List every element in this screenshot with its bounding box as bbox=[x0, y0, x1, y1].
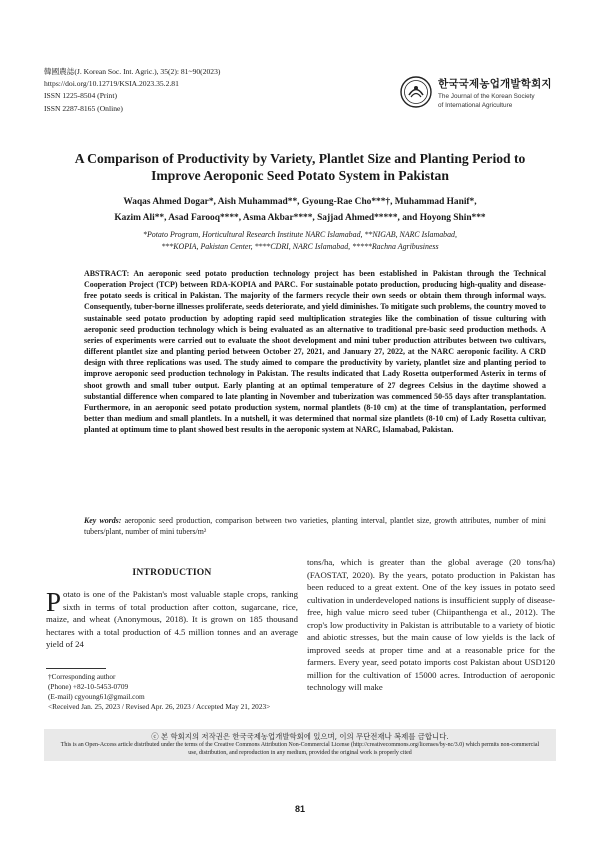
keywords-text: aeroponic seed production, comparison between two varieties, planting interval, plantlet size, growth attributes, number of mini tubers/plant, number of mini tubers/m² bbox=[84, 516, 546, 537]
copyright-korean: ⓒ 본 학회지의 저작권은 한국국제농업개발학회에 있으며, 이의 무단전재나 복제를 금합니다. bbox=[151, 732, 449, 741]
keywords bbox=[84, 515, 546, 537]
intro-paragraph-left: Potato is one of the Pakistan's most valuable staple crops, ranking sixth in terms of total production after cotton, sugarcane, rice, maize, and wheat (Anonymous, 2018). It is grown on 185 thousand hectares with a total production of 4.5 million tonnes and an average yield of 24 bbox=[46, 587, 298, 650]
submission-dates: <Received Jan. 25, 2023 / Revised Apr. 26, 2023 / Accepted May 21, 2023> bbox=[48, 702, 271, 712]
phone: (Phone) +82-10-5453-0709 bbox=[48, 682, 129, 692]
journal-citation: 韓國農誌(J. Korean Soc. Int. Agric.), 35(2): 81~90(2023) bbox=[44, 67, 221, 76]
left-column bbox=[46, 556, 298, 651]
footnote-divider bbox=[46, 668, 106, 669]
author-list: Waqas Ahmed Dogar*, Aish Muhammad**, Gyoung-Rae Cho***†, Muhammad Hanif*, Kazim Ali**, Asad Farooq****, Asma Akbar****, Sajjad Ahmed*****, and Hoyong Shin*** bbox=[114, 197, 486, 223]
drop-cap: P bbox=[46, 587, 62, 617]
society-logo-icon bbox=[400, 76, 432, 108]
issn-online: ISSN 2287-8165 (Online) bbox=[44, 103, 123, 113]
abstract: ABSTRACT: An aeroponic seed potato production technology project has been established in Pakistan through the Technical Cooperation Project (TCP) between RDA-KOPIA and PARC. For sustainable potato production, producing high-quality and disease-free potato seeds is critical in Pakistan. The majority of the farmers recycle their own seeds or obtain them through informal ways. Consequently, tuber-borne illnesses proliferate, seeds deteriorate, and yield diminishes. To mitigate such problems, the country moved to sustainable seed potato production by adopting rapid seed multiplication strategies like the combination of tissue culturing with aeroponic seed production technology which is being evaluated as an alternative to traditional pre-basic seed production methods. A series of experiments were carried out to evaluate the shoot development and mini tuber production attributes between two cultivars, different plantlet size and planting period between October 27, 2021, and January 27, 2022, at the NARC aeroponic facility. A CRD design with three replications was used. The study aimed to compare the productivity by variety, plantlet size and planting period to improve aeroponic seed production technology in Pakistan. The results indicated that Lady Rosetta outperformed Asterix in terms of shoot growth and small tuber output. Early planting at an optimal temperature of 27 degrees Celsius in the daytime showed a substantial difference when compared to late planting in November and tuberization was commenced 50-55 days after transplantation. Furthermore, in an aeroponic seed potato production system, normal plantlets (8-10 cm) at the time of transplantation, performed better than medium and small plantlets. In a nutshell, it was determined that normal size plantlets (8-10 cm) of Lady Rosetta cultivar, planted at optimum time to plant showed best results in the aeroponic system at NARC, Islamabad, Pakistan. bbox=[84, 269, 546, 435]
section-heading: INTRODUCTION bbox=[132, 567, 212, 578]
page-number: 81 bbox=[294, 804, 305, 814]
intro-paragraph-right: tons/ha, which is greater than the global average (20 tons/ha) (FAOSTAT, 2020). By the years, potato production in Pakistan has been reduced to a great extent. One of the key issues in potato seed cultivation in underdeveloped nations is insufficient supply of disease-free, high value micro seed tuber (Chiipanthenga et al., 2012). The crop's low productivity in Pakistan is attributable to a variety of biotic and abiotic stresses, but the main cause of low yields is the lack of improved seeds at proper time and at a reasonable price for the farmers. Every year, seed potato imports cost Pakistan about USD120 million for the cultivation of 15000 acres. Introduction of aeroponic technology will make bbox=[307, 557, 555, 693]
corresponding-author: †Corresponding author bbox=[48, 672, 116, 681]
society-name-english: The Journal of the Korean Society of International Agriculture bbox=[438, 93, 535, 109]
license-box bbox=[44, 729, 556, 761]
society-name-korean: 한국국제농업개발학회지 bbox=[438, 78, 552, 90]
society-header bbox=[400, 76, 570, 116]
right-column bbox=[307, 556, 555, 694]
license-english: This is an Open-Access article distributed under the terms of the Creative Commons Attribution Non-Commercial License (http://creativecommons.org/licenses/by-nc/3.0) which permits non-commercial use, distribution, and reproduction in any medium, provided the original work is properly cited bbox=[60, 742, 540, 756]
issn-print: ISSN 1225-8504 (Print) bbox=[44, 91, 117, 101]
affiliations: *Potato Program, Horticultural Research Institute NARC Islamabad, **NIGAB, NARC Islamabad, ***KOPIA, Pakistan Center, ****CDRI, NARC Islamabad, *****Rachna Agribusiness bbox=[143, 230, 457, 251]
journal-info bbox=[44, 66, 220, 115]
email[interactable]: (E-mail) cgyoung61@gmail.com bbox=[48, 692, 145, 702]
keywords-label: Key words: bbox=[84, 516, 122, 525]
footnote bbox=[48, 672, 270, 712]
paper-title: A Comparison of Productivity by Variety, Plantlet Size and Planting Period to Improve Aeroponic Seed Potato System in Pakistan bbox=[74, 151, 526, 183]
doi-link[interactable]: https://doi.org/10.12719/KSIA.2023.35.2.81 bbox=[44, 79, 179, 89]
